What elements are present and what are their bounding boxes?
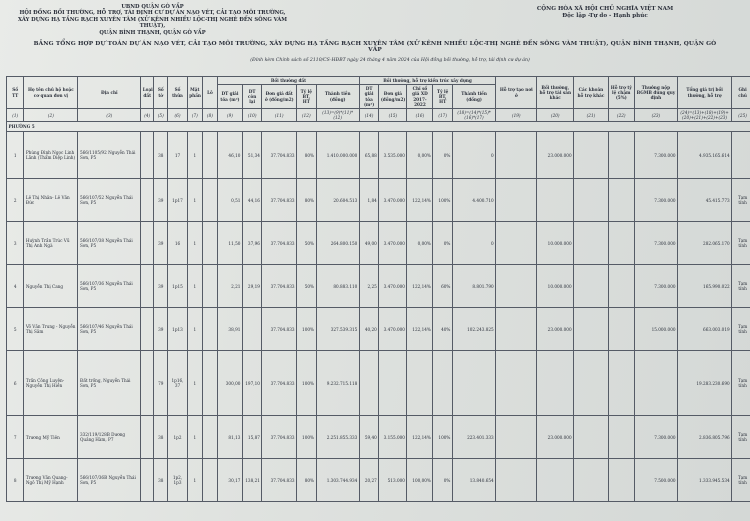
col-land-rate: Tỷ lệ BT, HT <box>297 85 316 109</box>
col-other-support: Các khoản hỗ trợ khác <box>574 77 609 109</box>
row-face: 1 <box>187 308 202 351</box>
row-face: 1 <box>187 459 202 502</box>
col-address: Địa chỉ <box>78 77 141 109</box>
col-land-amount: Thành tiền (đồng) <box>316 85 359 109</box>
table-row <box>7 179 750 222</box>
row-address: 566/107/52 Nguyễn Thái Sơn, P5 <box>78 179 141 222</box>
row-other-support <box>574 222 609 265</box>
row-parcel: 1p17 <box>168 179 187 222</box>
row-build-rate: 60% <box>433 265 452 308</box>
column-index-cell: (21) <box>574 109 609 122</box>
row-land-remain: 138,21 <box>242 459 261 502</box>
col-build-area: DT giải tỏa (m²) <box>359 85 378 109</box>
row-build-area: 20,27 <box>359 459 378 502</box>
row-build-rate: 40% <box>433 308 452 351</box>
row-lot <box>202 416 217 459</box>
row-award: 7.300.000 <box>634 416 677 459</box>
row-award: 7.300.000 <box>634 179 677 222</box>
issuer-header <box>10 4 295 36</box>
table-row <box>7 132 750 179</box>
row-support-house <box>496 132 537 179</box>
row-stt: 7 <box>7 416 24 459</box>
row-other-assets: 10.000.000 <box>537 265 574 308</box>
column-index-cell: (23) <box>634 109 677 122</box>
row-stt: 5 <box>7 308 24 351</box>
row-sheet: 38 <box>154 416 168 459</box>
row-owner: Trương Mỹ Tiên <box>24 416 78 459</box>
column-index-cell: (15) <box>379 109 407 122</box>
row-land-area: 11,50 <box>218 222 243 265</box>
row-parcel: 1p2 <box>168 416 187 459</box>
col-award: Thưởng nộp BGMB đúng quy định <box>634 77 677 109</box>
row-build-rate <box>433 351 452 416</box>
row-award-rate <box>608 222 634 265</box>
table-row <box>7 222 750 265</box>
row-land-type <box>141 265 154 308</box>
row-build-price: 3.535.000 <box>379 132 407 179</box>
row-owner: Trần Công Luyện- Nguyễn Thị Hiền <box>24 351 78 416</box>
row-build-rate: 100% <box>433 416 452 459</box>
group-building: Bồi thường, hỗ trợ kiến trúc xây dựng <box>359 77 495 85</box>
row-build-area: 59,40 <box>359 416 378 459</box>
row-stt: 8 <box>7 459 24 502</box>
national-header <box>505 6 705 20</box>
district-committee: UBND QUẬN GÒ VẤP <box>121 4 184 10</box>
row-build-area: 40,20 <box>359 308 378 351</box>
col-other-assets: Bồi thường, hỗ trợ tài sản khác <box>537 77 574 109</box>
column-index-cell: (16) <box>407 109 433 122</box>
row-build-amount: 223.401.333 <box>452 416 495 459</box>
compensation-table <box>6 76 750 502</box>
row-total: 2.836.805.796 <box>678 416 732 459</box>
row-support-house <box>496 265 537 308</box>
row-other-assets: 10.000.000 <box>537 222 574 265</box>
row-note: Tạm tính <box>732 351 750 416</box>
row-build-index: 122,14% <box>407 308 433 351</box>
col-build-amount: Thành tiền (đồng) <box>452 85 495 109</box>
row-award-rate <box>608 265 634 308</box>
row-award-rate <box>608 132 634 179</box>
column-index-cell: (25) <box>732 109 750 122</box>
row-land-price: 37.704.833 <box>262 265 297 308</box>
row-land-rate: 100% <box>297 308 316 351</box>
row-address: 566/107/36B Nguyễn Thái Sơn, P5 <box>78 459 141 502</box>
document-title: BẢNG TỔNG HỢP DỰ TOÁN DỰ ÁN NẠO VÉT, CẢI TẠO MÔI TRƯỜNG, XÂY DỰNG HẠ TẦNG RẠCH XUYÊN TÂM (XỬ KÊNH NHIỀU LỘC-THỊ NGHÈ ĐẾN SÔNG VÀM THUẬT), QUẬN BÌNH THẠNH, QUẬN GÒ VẤP <box>33 41 717 53</box>
row-land-price: 37.704.833 <box>262 222 297 265</box>
column-index-cell: (5) <box>154 109 168 122</box>
row-stt: 6 <box>7 351 24 416</box>
row-land-remain: 29,19 <box>242 265 261 308</box>
row-build-index: 122,14% <box>407 416 433 459</box>
row-land-amount: 327.539.315 <box>316 308 359 351</box>
row-owner: Võ Văn Trung - Nguyễn Thị Sâm <box>24 308 78 351</box>
row-build-amount <box>452 351 495 416</box>
row-other-assets <box>537 179 574 222</box>
table-row <box>7 416 750 459</box>
row-land-type <box>141 459 154 502</box>
row-award: 7.300.000 <box>634 132 677 179</box>
row-build-index: 122,14% <box>407 265 433 308</box>
row-total: 45.415.773 <box>678 179 732 222</box>
row-land-amount: 9.232.715.118 <box>316 351 359 416</box>
row-support-house <box>496 308 537 351</box>
row-land-remain: 15,87 <box>242 416 261 459</box>
row-land-type <box>141 222 154 265</box>
row-other-support <box>574 308 609 351</box>
row-support-house <box>496 416 537 459</box>
council-name-3: QUẬN BÌNH THẠNH, QUẬN GÒ VẤP <box>99 29 206 36</box>
row-other-support <box>574 459 609 502</box>
table-row <box>7 351 750 416</box>
row-address: 566/1105/92 Nguyễn Thái Sơn, P5 <box>78 132 141 179</box>
row-award-rate <box>608 179 634 222</box>
row-build-price: 513.000 <box>379 459 407 502</box>
row-support-house <box>496 179 537 222</box>
row-award-rate <box>608 351 634 416</box>
row-other-assets <box>537 351 574 416</box>
row-build-rate: 0% <box>433 222 452 265</box>
row-note: Tạm tính <box>732 179 750 222</box>
row-build-price: 3.470.000 <box>379 265 407 308</box>
column-index-cell: (14) <box>359 109 378 122</box>
document-subtitle: (Đính kèm Chính sách số 2110/CS-HĐBT ngày 24 tháng 4 năm 2024 của Hội đồng bồi thường, hỗ trợ, tái định cư dự án) <box>250 58 530 63</box>
row-build-index: 100,00% <box>407 459 433 502</box>
row-land-area: 30,17 <box>218 459 243 502</box>
col-stt: Số TT <box>7 77 24 109</box>
table-row <box>7 308 750 351</box>
column-index-cell: (22) <box>608 109 634 122</box>
council-name-2: XÂY DỰNG HẠ TẦNG RẠCH XUYÊN TÂM (XỬ KÊNH NHIỀU LỘC-THỊ NGHÈ ĐẾN SÔNG VÀM THUẬT), <box>18 16 287 30</box>
col-owner: Họ tên chủ hộ hoặc cơ quan đơn vị <box>24 77 78 109</box>
row-note: Tạm tính <box>732 459 750 502</box>
row-other-assets: 23.000.000 <box>537 308 574 351</box>
column-index-cell: (2) <box>24 109 78 122</box>
row-address: 566/107/46 Nguyễn Thái Sơn, P5 <box>78 308 141 351</box>
row-other-support <box>574 351 609 416</box>
row-land-type <box>141 179 154 222</box>
row-lot <box>202 179 217 222</box>
row-lot <box>202 265 217 308</box>
row-build-amount: 13.840.654 <box>452 459 495 502</box>
col-parcel: Số thửa <box>168 77 187 109</box>
row-land-amount: 1.303.744.934 <box>316 459 359 502</box>
column-index-cell: (24)=(13)+(18)+(19)+(20)+(21)+(22)+(23) <box>678 109 732 122</box>
row-land-area: 81,13 <box>218 416 243 459</box>
row-other-assets: 23.000.000 <box>537 416 574 459</box>
row-lot <box>202 459 217 502</box>
row-land-amount: 20.604.513 <box>316 179 359 222</box>
column-index-cell: (10) <box>242 109 261 122</box>
row-land-amount: 1.410.000.000 <box>316 132 359 179</box>
row-lot <box>202 222 217 265</box>
row-land-area: 0,51 <box>218 179 243 222</box>
col-total: Tổng giá trị bồi thường, hỗ trợ <box>678 77 732 109</box>
row-land-amount: 2.251.855.333 <box>316 416 359 459</box>
column-index-cell: (17) <box>433 109 452 122</box>
row-total: 1.333.945.534 <box>678 459 732 502</box>
section-row <box>7 122 750 132</box>
row-sheet: 39 <box>154 179 168 222</box>
row-build-amount: 4.400.710 <box>452 179 495 222</box>
row-parcel: 1p2, 1p3 <box>168 459 187 502</box>
row-award-rate <box>608 308 634 351</box>
row-land-rate: 80% <box>297 179 316 222</box>
row-land-rate: 80% <box>297 459 316 502</box>
row-total: 663.003.019 <box>678 308 732 351</box>
col-support-house: Hỗ trợ tạo nơi ở <box>496 77 537 109</box>
column-index-cell: (9) <box>218 109 243 122</box>
row-note: Tạm tính <box>732 222 750 265</box>
row-stt: 2 <box>7 179 24 222</box>
row-award: 15.000.000 <box>634 308 677 351</box>
row-note <box>732 132 750 179</box>
row-owner: Nguyễn Thị Cang <box>24 265 78 308</box>
row-land-type <box>141 308 154 351</box>
row-land-area: 38,91 <box>218 308 243 351</box>
row-build-index: 0,00% <box>407 222 433 265</box>
row-land-type <box>141 132 154 179</box>
row-land-price: 37.704.833 <box>262 308 297 351</box>
row-owner: Huỳnh Trần Trúc Vũ Thị Anh Ngà <box>24 222 78 265</box>
row-note: Tạm tính <box>732 265 750 308</box>
column-index-cell: (1) <box>7 109 24 122</box>
row-land-type <box>141 416 154 459</box>
row-land-rate: 50% <box>297 265 316 308</box>
row-land-remain <box>242 308 261 351</box>
row-owner: Lê Thị Nhân- Lê Văn Đức <box>24 179 78 222</box>
row-build-price: 3.470.000 <box>379 222 407 265</box>
row-award-rate <box>608 459 634 502</box>
row-land-rate: 100% <box>297 351 316 416</box>
row-address: Đất trống, Nguyễn Thái Sơn, P5 <box>78 351 141 416</box>
col-land-price: Đơn giá đất ở (đồng/m2) <box>262 85 297 109</box>
row-land-remain: 197,10 <box>242 351 261 416</box>
row-other-support <box>574 132 609 179</box>
group-land: Bồi thường đất <box>218 77 360 85</box>
row-sheet: 39 <box>154 308 168 351</box>
national-motto: Độc lập -Tự do - Hạnh phúc <box>562 13 648 19</box>
row-parcel: 16 <box>168 222 187 265</box>
row-build-amount: 0 <box>452 222 495 265</box>
row-land-price: 37.704.833 <box>262 459 297 502</box>
row-other-support <box>574 179 609 222</box>
row-owner: Trương Văn Quang- Ngô Thị Mỹ Hạnh <box>24 459 78 502</box>
col-land-area: DT giải tỏa (m²) <box>218 85 243 109</box>
row-build-amount: 102.243.825 <box>452 308 495 351</box>
row-lot <box>202 351 217 416</box>
column-index-cell: (11) <box>262 109 297 122</box>
row-address: 566/107/36 Nguyễn Thái Sơn, P5 <box>78 265 141 308</box>
row-support-house <box>496 351 537 416</box>
row-total: 4.935.165.614 <box>678 132 732 179</box>
row-build-amount: 8.801.790 <box>452 265 495 308</box>
council-name-1: HỘI ĐỒNG BỒI THƯỜNG, HỖ TRỢ, TÁI ĐỊNH CƯ DỰ ÁN NẠO VÉT, CẢI TẠO MÔI TRƯỜNG, <box>19 10 286 17</box>
row-lot <box>202 132 217 179</box>
row-award-rate <box>608 416 634 459</box>
col-build-rate: Tỷ lệ BT, HT <box>433 85 452 109</box>
column-index-cell: (7) <box>187 109 202 122</box>
col-award-rate: Hỗ trợ tỷ lệ chậm (5%) <box>608 77 634 109</box>
col-lot: Lô <box>202 77 217 109</box>
row-stt: 1 <box>7 132 24 179</box>
row-face: 1 <box>187 416 202 459</box>
row-other-support <box>574 265 609 308</box>
row-build-price: 3.155.000 <box>379 416 407 459</box>
row-build-price <box>379 351 407 416</box>
row-other-assets <box>537 459 574 502</box>
row-land-price: 37.704.833 <box>262 351 297 416</box>
row-build-amount: 0 <box>452 132 495 179</box>
row-land-price: 37.704.833 <box>262 416 297 459</box>
row-build-index: 122,14% <box>407 179 433 222</box>
row-land-price: 37.704.833 <box>262 132 297 179</box>
row-award: 7.500.000 <box>634 459 677 502</box>
row-sheet: 79 <box>154 351 168 416</box>
row-land-area: 46,10 <box>218 132 243 179</box>
row-land-amount: 80.883.110 <box>316 265 359 308</box>
row-award <box>634 351 677 416</box>
row-face: 1 <box>187 351 202 416</box>
section-label: PHƯỜNG 5 <box>7 122 750 132</box>
col-build-index: Chỉ số giá XD 2017-2022 <box>407 85 433 109</box>
col-face: Mặt phần <box>187 77 202 109</box>
row-build-price: 3.470.000 <box>379 179 407 222</box>
row-build-index: 0,00% <box>407 132 433 179</box>
row-award: 7.300.000 <box>634 265 677 308</box>
row-face: 1 <box>187 179 202 222</box>
row-build-rate: 0% <box>433 459 452 502</box>
row-sheet: 38 <box>154 459 168 502</box>
row-build-area <box>359 351 378 416</box>
column-index-cell: (13)=(9)*(11)*(12) <box>316 109 359 122</box>
row-support-house <box>496 222 537 265</box>
row-build-area: 49,00 <box>359 222 378 265</box>
row-build-area: 65,88 <box>359 132 378 179</box>
row-land-rate: 50% <box>297 222 316 265</box>
row-land-area: 2,21 <box>218 265 243 308</box>
row-stt: 4 <box>7 265 24 308</box>
row-sheet: 38 <box>154 132 168 179</box>
row-face: 1 <box>187 222 202 265</box>
row-support-house <box>496 459 537 502</box>
row-build-area: 2,25 <box>359 265 378 308</box>
table-row <box>7 459 750 502</box>
row-land-rate: 100% <box>297 416 316 459</box>
row-address: 566/107/38 Nguyễn Thái Sơn, P5 <box>78 222 141 265</box>
row-land-rate: 80% <box>297 132 316 179</box>
row-total: 282.065.170 <box>678 222 732 265</box>
row-award: 7.300.000 <box>634 222 677 265</box>
table-row <box>7 265 750 308</box>
row-other-assets: 23.000.000 <box>537 132 574 179</box>
row-face: 1 <box>187 265 202 308</box>
column-index-cell: (12) <box>297 109 316 122</box>
row-land-area: 300,00 <box>218 351 243 416</box>
row-parcel: 1p16, 37 <box>168 351 187 416</box>
row-sheet: 39 <box>154 222 168 265</box>
col-land-remain: DT còn lại <box>242 85 261 109</box>
column-index-cell: (18)=(14)*(15)*(16)*(17) <box>452 109 495 122</box>
row-land-remain: 51,34 <box>242 132 261 179</box>
row-total: 19.283.230.690 <box>678 351 732 416</box>
column-index-cell: (6) <box>168 109 187 122</box>
row-build-index <box>407 351 433 416</box>
col-build-price: Đơn giá (đồng/m2) <box>379 85 407 109</box>
row-sheet: 39 <box>154 265 168 308</box>
row-parcel: 1p15 <box>168 265 187 308</box>
row-build-rate: 100% <box>433 179 452 222</box>
row-parcel: 17 <box>168 132 187 179</box>
row-face: 1 <box>187 132 202 179</box>
row-owner: Phùng Đình Ngọc Linh Lãnh (Thẩm Diệp Linh) <box>24 132 78 179</box>
row-note: Tạm tính <box>732 308 750 351</box>
col-land-type: Loại đất <box>141 77 154 109</box>
row-land-price: 37.704.833 <box>262 179 297 222</box>
column-index-row <box>7 109 750 122</box>
column-index-cell: (3) <box>78 109 141 122</box>
row-parcel: 1p13 <box>168 308 187 351</box>
row-stt: 3 <box>7 222 24 265</box>
row-build-rate: 0% <box>433 132 452 179</box>
row-total: 165.990.022 <box>678 265 732 308</box>
row-land-remain: 37,96 <box>242 222 261 265</box>
row-land-amount: 264.800.150 <box>316 222 359 265</box>
column-index-cell: (19) <box>496 109 537 122</box>
row-address: 332/119/128B Dương Quảng Hàm, P7 <box>78 416 141 459</box>
row-other-support <box>574 416 609 459</box>
column-index-cell: (20) <box>537 109 574 122</box>
col-sheet: Số tờ <box>154 77 168 109</box>
column-index-cell: (4) <box>141 109 154 122</box>
row-build-area: 1,84 <box>359 179 378 222</box>
row-land-type <box>141 351 154 416</box>
row-note: Tạm tính <box>732 416 750 459</box>
col-note: Ghi chú <box>732 77 750 109</box>
column-index-cell: (8) <box>202 109 217 122</box>
row-lot <box>202 308 217 351</box>
row-build-price: 3.470.000 <box>379 308 407 351</box>
country-name: CỘNG HÒA XÃ HỘI CHỦ NGHĨA VIỆT NAM <box>536 6 674 12</box>
row-land-remain: 44,16 <box>242 179 261 222</box>
